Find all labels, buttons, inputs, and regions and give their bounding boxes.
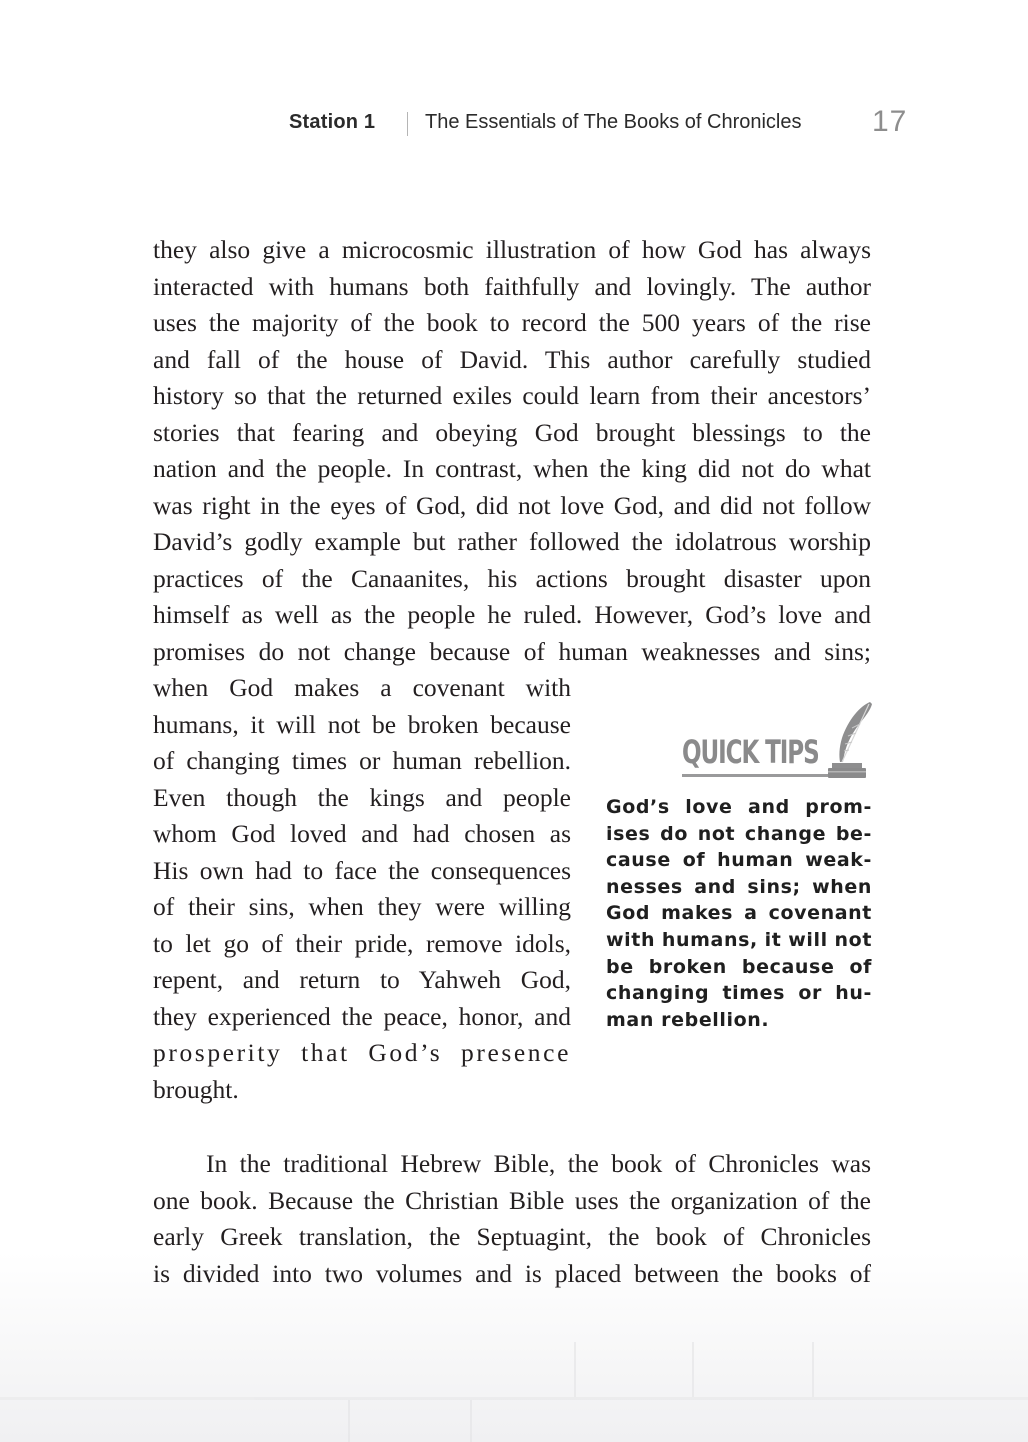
text-line: one book. Because the Christian Bible uses the organization of the [153,1185,871,1215]
paragraph-chronicles-division [153,1146,871,1292]
text-line: Even though the kings and people [153,782,571,812]
text-line: practices of the Canaanites, his actions brought disaster upon [153,563,871,593]
text-line: was right in the eyes of God, did not love God, and did not follow [153,490,871,520]
quick-tips-box [606,700,872,1033]
text-line: to let go of their pride, remove idols, [153,928,571,958]
text-line: they also give a microcosmic illustration of how God has always [153,235,871,264]
text-line: and fall of the house of David. This author carefully studied [153,344,871,374]
text-line: interacted with humans both faithfully and lovingly. The author [153,271,871,301]
text-line: history so that the returned exiles could learn from their ancestors’ [153,381,871,410]
text-line: they experienced the peace, honor, and [153,1001,571,1031]
quick-tips-title: QUICK TIPS [682,733,819,771]
station-label: Station 1 [289,111,376,133]
text-line: David’s godly example but rather followed the idolatrous worship [153,527,871,556]
text-line: humans, it will not be broken because [153,709,571,739]
tip-line: cause of human weak- [606,849,872,872]
tip-line: ises do not change be- [606,822,872,845]
text-line: brought. [153,1074,239,1104]
background-watermark [0,1292,1028,1442]
text-line: of changing times or human rebellion. [153,746,571,775]
text-line: In the traditional Hebrew Bible, the book of Chronicles was [206,1149,871,1178]
tip-line: man rebellion. [606,1008,770,1031]
text-line: whom God loved and had chosen as [153,819,571,848]
header-separator [407,112,408,136]
chapter-title: The Essentials of The Books of Chronicles [425,111,802,133]
text-line: is divided into two volumes and is placed between the books of [153,1258,871,1288]
quill-inkwell-icon [822,700,878,780]
text-line: when God makes a covenant with [153,673,571,702]
text-line: His own had to face the consequences [153,855,571,885]
text-line: early Greek translation, the Septuagint, the book of Chronicles [153,1222,871,1251]
quick-tips-header [606,700,872,782]
running-header [0,106,1028,140]
paragraph-continuation [153,232,871,670]
tip-line: with humans, it will not [606,928,872,951]
text-line: repent, and return to Yahweh God, [153,965,571,994]
quick-tips-underline [682,774,838,777]
text-line: prosperity that God’s presence [153,1038,571,1067]
tip-line: God’s love and prom- [606,796,872,818]
paragraph-wrapped-column [153,670,571,1108]
text-line: stories that fearing and obeying God brought blessings to the [153,417,871,447]
tip-line: changing times or hu- [606,982,872,1005]
text-line: himself as well as the people he ruled. However, God’s love and [153,600,871,629]
text-line: nation and the people. In contrast, when the king did not do what [153,454,871,483]
quick-tips-text [606,794,872,1033]
tip-line: God makes a covenant [606,902,872,925]
page-number: 17 [872,105,908,138]
text-line: promises do not change because of human weaknesses and sins; [153,636,871,666]
text-line: uses the majority of the book to record the 500 years of the rise [153,308,871,337]
tip-line: be broken because of [606,955,872,978]
tip-line: nesses and sins; when [606,875,872,898]
text-line: of their sins, when they were willing [153,892,571,921]
